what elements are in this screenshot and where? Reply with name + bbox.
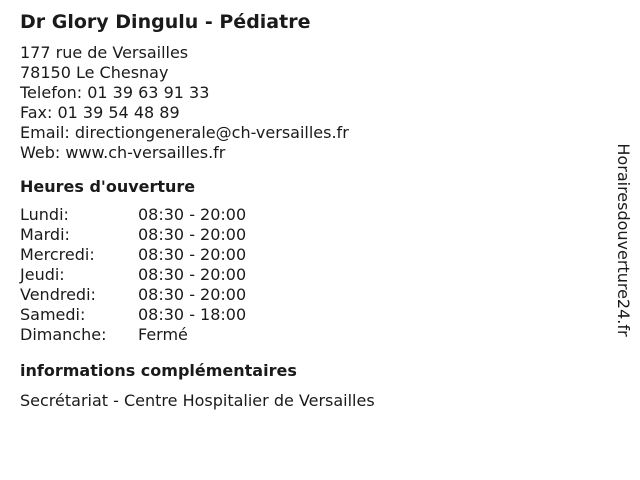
hours-time: Fermé — [138, 325, 188, 344]
hours-row — [20, 325, 600, 345]
hours-time: 08:30 - 20:00 — [138, 245, 247, 264]
hours-time: 08:30 - 20:00 — [138, 285, 247, 304]
hours-day: Samedi: — [20, 305, 86, 324]
hours-time: 08:30 - 20:00 — [138, 225, 247, 244]
hours-row — [20, 205, 600, 225]
hours-day: Jeudi: — [20, 265, 65, 284]
contact-block — [20, 43, 600, 163]
page-title: Dr Glory Dingulu - Pédiatre — [20, 11, 311, 33]
address-street: 177 rue de Versailles — [20, 43, 189, 62]
business-card — [20, 9, 600, 411]
website-link[interactable]: Web: www.ch-versailles.fr — [20, 143, 226, 162]
hours-row — [20, 285, 600, 305]
hours-table — [20, 205, 600, 345]
phone-number: Telefon: 01 39 63 91 33 — [20, 83, 210, 102]
hours-day: Lundi: — [20, 205, 69, 224]
hours-row — [20, 305, 600, 325]
email-link[interactable]: Email: directiongenerale@ch-versailles.fr — [20, 123, 349, 142]
address-city: 78150 Le Chesnay — [20, 63, 169, 82]
info-heading: informations complémentaires — [20, 361, 297, 380]
hours-row — [20, 225, 600, 245]
hours-day: Mercredi: — [20, 245, 95, 264]
site-watermark: Horairesdouverture24.fr — [614, 143, 633, 337]
hours-day: Dimanche: — [20, 325, 107, 344]
hours-day: Vendredi: — [20, 285, 96, 304]
hours-day: Mardi: — [20, 225, 70, 244]
hours-time: 08:30 - 18:00 — [138, 305, 247, 324]
hours-time: 08:30 - 20:00 — [138, 265, 247, 284]
info-text: Secrétariat - Centre Hospitalier de Versailles — [20, 391, 375, 410]
hours-row — [20, 245, 600, 265]
hours-time: 08:30 - 20:00 — [138, 205, 247, 224]
hours-row — [20, 265, 600, 285]
hours-heading: Heures d'ouverture — [20, 177, 196, 196]
fax-number: Fax: 01 39 54 48 89 — [20, 103, 180, 122]
